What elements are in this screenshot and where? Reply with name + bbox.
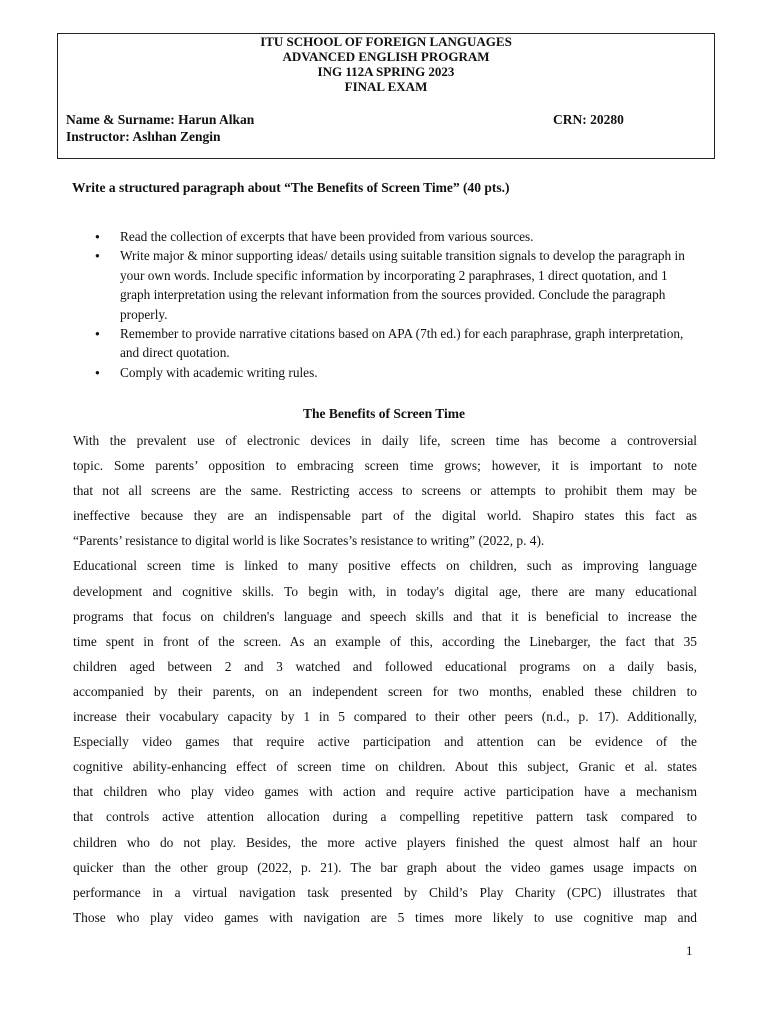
essay-line: “Parents’ resistance to digital world is like Socrates’s resistance to writing” (2022, p. 4).	[73, 533, 545, 549]
course-code: ING 112A SPRING 2023	[317, 64, 455, 79]
instructor-name: Instructor: Aslıhan Zengin	[66, 129, 221, 144]
essay-body	[73, 428, 697, 930]
essay-line: that children who play video games with action and require active participation have a mechanism	[73, 784, 697, 800]
essay-line: increase their vocabulary capacity by 1 in 5 compared to their other peers (n.d., p. 17). Additionally,	[73, 709, 697, 725]
essay-line: children aged between 2 and 3 watched and followed educational programs on a daily basis,	[73, 658, 697, 674]
student-name: Name & Surname: Harun Alkan	[66, 112, 255, 127]
essay-line: performance in a virtual navigation task presented by Child’s Play Charity (CPC) illustrates that	[73, 884, 697, 900]
instruction-item: ● Write major & minor supporting ideas/ details using suitable transition signals to develop the paragraph in your own words. Include specific information by incorporating 2 paraphrases, 1 direct quotation, and 1 graph interpretation using the relevant information from the sources provided. Conclude the paragraph properly.	[91, 246, 701, 324]
essay-line: that controls active attention allocation during a compelling repetitive pattern task compared to	[73, 809, 697, 825]
essay-line: quicker than the other group (2022, p. 21). The bar graph about the video games usage impacts on	[73, 859, 697, 875]
essay-line: cognitive ability-enhancing effect of screen time on children. About this subject, Granic et al. states	[73, 759, 697, 775]
essay-line: topic. Some parents’ opposition to embracing screen time grows; however, it is important to note	[73, 458, 697, 474]
page-number: 1	[686, 943, 693, 958]
instruction-item: ● Comply with academic writing rules.	[91, 363, 701, 382]
essay-line: Those who play video games with navigation are 5 times more likely to use cognitive map and	[73, 909, 697, 925]
exam-name: FINAL EXAM	[344, 79, 428, 94]
essay-line: accompanied by their parents, on an independent screen for two months, enabled these children to	[73, 683, 697, 699]
essay-line: development and cognitive skills. To begin with, in today's digital age, there are many educational	[73, 583, 697, 599]
task-prompt: Write a structured paragraph about “The Benefits of Screen Time” (40 pts.)	[72, 180, 510, 195]
school-name: ITU SCHOOL OF FOREIGN LANGUAGES	[260, 34, 512, 49]
essay-line: ineffective because they are an indispensable part of the digital world. Shapiro states this fact as	[73, 508, 697, 524]
essay-line: that not all screens are the same. Restricting access to screens or attempts to prohibit them may be	[73, 483, 697, 499]
essay-line: time spent in front of the screen. As an example of this, according the Linebarger, the fact that 35	[73, 633, 697, 649]
instruction-item: ● Remember to provide narrative citations based on APA (7th ed.) for each paraphrase, graph interpretation, and direct quotation.	[91, 324, 701, 363]
program-name: ADVANCED ENGLISH PROGRAM	[282, 49, 490, 64]
exam-header-box	[57, 33, 715, 159]
essay-line: With the prevalent use of electronic devices in daily life, screen time has become a controversial	[73, 433, 697, 448]
exam-header-titles	[58, 34, 714, 94]
essay-line: programs that focus on children's language and speech skills and that it is beneficial to increase the	[73, 608, 697, 624]
essay-line: Educational screen time is linked to many positive effects on children, such as improving language	[73, 558, 697, 574]
essay-title: The Benefits of Screen Time	[303, 406, 465, 421]
student-info	[66, 111, 706, 145]
essay-line: Especially video games that require active participation and attention can be evidence of the	[73, 734, 697, 750]
instruction-list	[91, 227, 701, 382]
essay-line: children who do not play. Besides, the more active players finished the quest almost half an hour	[73, 834, 697, 850]
instruction-item: ● Read the collection of excerpts that have been provided from various sources.	[91, 227, 701, 246]
crn-number: CRN: 20280	[553, 112, 624, 127]
